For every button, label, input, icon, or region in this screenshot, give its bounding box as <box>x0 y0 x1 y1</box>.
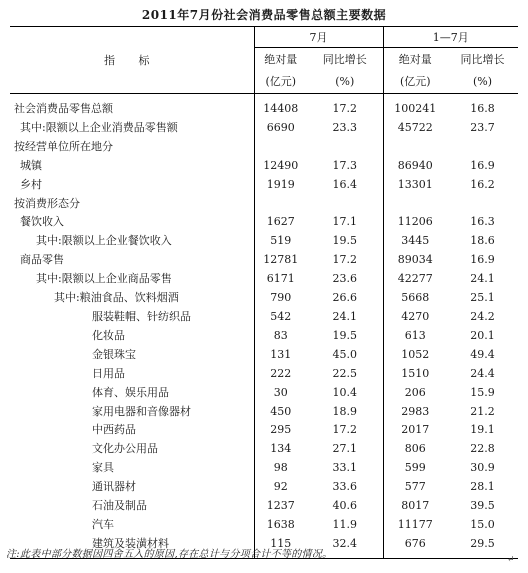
row-label: 餐饮收入 <box>10 213 254 232</box>
july-growth-cell: 10.4 <box>332 385 357 399</box>
table-row <box>10 403 518 422</box>
row-label: 体育、娱乐用品 <box>10 384 254 403</box>
ytd-growth-cell: 15.0 <box>470 517 495 531</box>
ytd-growth-cell: 24.4 <box>470 366 495 380</box>
ytd-amount-cell: 599 <box>383 459 447 478</box>
ytd-growth-cell: 30.9 <box>470 461 495 475</box>
july-amount-cell: 12781 <box>263 253 299 267</box>
july-amount-cell: 83 <box>273 328 288 342</box>
table-row <box>10 459 518 478</box>
table-row <box>10 119 518 138</box>
table-row <box>10 440 518 459</box>
indicator-header: 指 标 <box>10 27 254 94</box>
july-growth-cell: 22.5 <box>332 366 357 380</box>
col-header-ytd-amount: 绝对量 <box>383 48 447 72</box>
table-row <box>10 421 518 440</box>
july-growth-cell: 16.4 <box>332 177 357 191</box>
row-label: 石油及制品 <box>10 497 254 516</box>
ytd-growth-cell: 49.4 <box>470 347 495 361</box>
row-label: 城镇 <box>10 157 254 176</box>
july-amount-cell: 6171 <box>266 272 295 286</box>
july-growth-cell: 17.2 <box>332 423 357 437</box>
ytd-amount-cell <box>383 195 447 214</box>
july-growth-cell: 19.5 <box>332 328 357 342</box>
table-header <box>10 27 518 94</box>
table-row <box>10 346 518 365</box>
ytd-growth-cell: 23.7 <box>470 120 495 134</box>
row-label: 日用品 <box>10 365 254 384</box>
row-label: 社会消费品零售总额 <box>10 94 254 119</box>
july-amount-cell: 295 <box>270 423 292 437</box>
july-amount-cell: 790 <box>270 291 292 305</box>
ytd-growth-cell: 19.1 <box>470 423 495 437</box>
group-header-july: 7月 <box>254 27 383 48</box>
ytd-amount-cell: 577 <box>383 478 447 497</box>
col-header-ytd-growth: 同比增长 <box>460 53 505 66</box>
table-row <box>10 365 518 384</box>
ytd-growth-cell: 16.9 <box>470 253 495 267</box>
row-label: 文化办公用品 <box>10 440 254 459</box>
ytd-amount-cell: 45722 <box>383 119 447 138</box>
ytd-amount-cell: 3445 <box>383 232 447 251</box>
table-row <box>10 195 518 214</box>
ytd-amount-cell: 11177 <box>383 516 447 535</box>
july-amount-cell: 1919 <box>266 177 295 191</box>
ytd-amount-cell: 89034 <box>383 251 447 270</box>
july-amount-cell: 131 <box>270 347 292 361</box>
row-label: 家具 <box>10 459 254 478</box>
july-amount-cell: 222 <box>270 366 292 380</box>
july-growth-cell: 24.1 <box>332 309 357 323</box>
row-label: 按消费形态分 <box>10 195 254 214</box>
july-growth-cell: 33.6 <box>332 480 357 494</box>
table-row <box>10 478 518 497</box>
col-header-july-amount: 绝对量 <box>264 53 298 66</box>
july-amount-cell: 12490 <box>263 158 299 172</box>
ytd-growth-cell: 16.8 <box>470 102 495 115</box>
col-unit-july-amount: (亿元) <box>254 71 307 94</box>
july-amount-cell: 6690 <box>266 120 295 134</box>
ytd-amount-cell: 2983 <box>383 403 447 422</box>
ytd-amount-cell: 806 <box>383 440 447 459</box>
ytd-amount-cell: 11206 <box>383 213 447 232</box>
row-label: 按经营单位所在地分 <box>10 138 254 157</box>
col-unit-ytd-growth: (%) <box>447 71 518 94</box>
row-label: 家用电器和音像器材 <box>10 403 254 422</box>
july-growth-cell: 26.6 <box>332 291 357 305</box>
table-row <box>10 232 518 251</box>
july-amount-cell: 542 <box>270 309 292 323</box>
july-growth-cell: 17.2 <box>332 253 357 267</box>
table-row <box>10 213 518 232</box>
july-growth-cell: 40.6 <box>332 499 357 513</box>
ytd-amount-cell: 100241 <box>383 94 447 119</box>
ytd-amount-cell: 13301 <box>383 176 447 195</box>
ytd-amount-cell: 676 <box>383 535 447 558</box>
ytd-growth-cell: 29.5 <box>447 535 518 558</box>
july-amount-cell: 1638 <box>266 517 295 531</box>
table-row <box>10 289 518 308</box>
row-label: 乡村 <box>10 176 254 195</box>
ytd-growth-cell <box>447 138 518 157</box>
july-growth-cell: 17.3 <box>332 158 357 172</box>
july-growth-cell: 23.6 <box>332 272 357 286</box>
july-growth-cell: 32.4 <box>307 535 383 558</box>
ytd-growth-cell: 15.9 <box>470 385 495 399</box>
july-growth-cell <box>307 138 383 157</box>
ytd-growth-cell: 24.2 <box>470 309 495 323</box>
july-growth-cell: 33.1 <box>332 461 357 475</box>
july-amount-cell: 115 <box>254 535 307 558</box>
july-amount-cell: 450 <box>270 404 292 418</box>
july-growth-cell <box>307 195 383 214</box>
july-growth-cell: 19.5 <box>332 234 357 248</box>
ytd-amount-cell <box>383 138 447 157</box>
july-amount-cell: 519 <box>270 234 292 248</box>
july-growth-cell: 11.9 <box>332 517 357 531</box>
ytd-growth-cell: 18.6 <box>470 234 495 248</box>
col-unit-ytd-amount: (亿元) <box>383 71 447 94</box>
july-amount-cell: 14408 <box>263 102 299 115</box>
ytd-amount-cell: 42277 <box>383 270 447 289</box>
row-label: 其中:限额以上企业消费品零售额 <box>10 119 254 138</box>
col-unit-july-growth: (%) <box>307 71 383 94</box>
ytd-growth-cell: 39.5 <box>470 499 495 513</box>
july-growth-cell: 17.1 <box>332 215 357 229</box>
july-amount-cell <box>254 138 307 157</box>
july-amount-cell: 1237 <box>266 499 295 513</box>
table-row <box>10 251 518 270</box>
july-amount-cell: 92 <box>273 480 288 494</box>
col-header-july-growth: 同比增长 <box>322 53 367 66</box>
group-header-jan-jul: 1—7月 <box>383 27 518 48</box>
ytd-amount-cell: 2017 <box>383 421 447 440</box>
table-row <box>10 497 518 516</box>
table-row <box>10 384 518 403</box>
row-label: 其中:限额以上企业餐饮收入 <box>10 232 254 251</box>
table-row <box>10 327 518 346</box>
table-row <box>10 516 518 535</box>
ytd-amount-cell: 8017 <box>383 497 447 516</box>
paragraph-mark: ↵ <box>507 555 515 565</box>
ytd-growth-cell: 28.1 <box>470 480 495 494</box>
table-title: 2011年7月份社会消费品零售总额主要数据 <box>141 8 387 22</box>
ytd-amount-cell: 613 <box>383 327 447 346</box>
row-label: 中西药品 <box>10 421 254 440</box>
ytd-growth-cell: 22.8 <box>470 442 495 456</box>
july-growth-cell: 17.2 <box>332 102 357 115</box>
july-growth-cell: 45.0 <box>332 347 357 361</box>
july-amount-cell: 1627 <box>266 215 295 229</box>
row-label: 建筑及装潢材料 <box>10 535 254 558</box>
ytd-growth-cell: 21.2 <box>470 404 495 418</box>
july-amount-cell: 134 <box>270 442 292 456</box>
ytd-amount-cell: 86940 <box>383 157 447 176</box>
july-growth-cell: 27.1 <box>332 442 357 456</box>
july-growth-cell: 23.3 <box>332 120 357 134</box>
ytd-amount-cell: 5668 <box>383 289 447 308</box>
row-label: 其中:粮油食品、饮料烟酒 <box>10 289 254 308</box>
july-amount-cell <box>254 195 307 214</box>
table-row <box>10 138 518 157</box>
ytd-amount-cell: 4270 <box>383 308 447 327</box>
table-row <box>10 157 518 176</box>
table-row <box>10 94 518 119</box>
ytd-growth-cell: 20.1 <box>470 328 495 342</box>
ytd-growth-cell: 16.2 <box>470 177 495 191</box>
ytd-amount-cell: 206 <box>383 384 447 403</box>
ytd-growth-cell: 25.1 <box>470 291 495 305</box>
row-label: 其中:限额以上企业商品零售 <box>10 270 254 289</box>
row-label: 通讯器材 <box>10 478 254 497</box>
retail-sales-table <box>10 26 518 559</box>
july-growth-cell: 18.9 <box>332 404 357 418</box>
ytd-growth-cell: 16.9 <box>470 158 495 172</box>
row-label: 金银珠宝 <box>10 346 254 365</box>
table-row <box>10 308 518 327</box>
footnote: 注:此表中部分数据因四舍五入的原因,存在总计与分项合计不等的情况。 <box>6 549 333 560</box>
row-label: 汽车 <box>10 516 254 535</box>
table-row <box>10 176 518 195</box>
row-label: 商品零售 <box>10 251 254 270</box>
table-body <box>10 94 518 559</box>
ytd-amount-cell: 1052 <box>383 346 447 365</box>
july-amount-cell: 98 <box>273 461 288 475</box>
july-amount-cell: 30 <box>273 385 288 399</box>
table-row <box>10 270 518 289</box>
ytd-growth-cell: 16.3 <box>470 215 495 229</box>
ytd-growth-cell: 24.1 <box>470 272 495 286</box>
ytd-amount-cell: 1510 <box>383 365 447 384</box>
row-label: 化妆品 <box>10 327 254 346</box>
row-label: 服装鞋帽、针纺织品 <box>10 308 254 327</box>
ytd-growth-cell <box>447 195 518 214</box>
